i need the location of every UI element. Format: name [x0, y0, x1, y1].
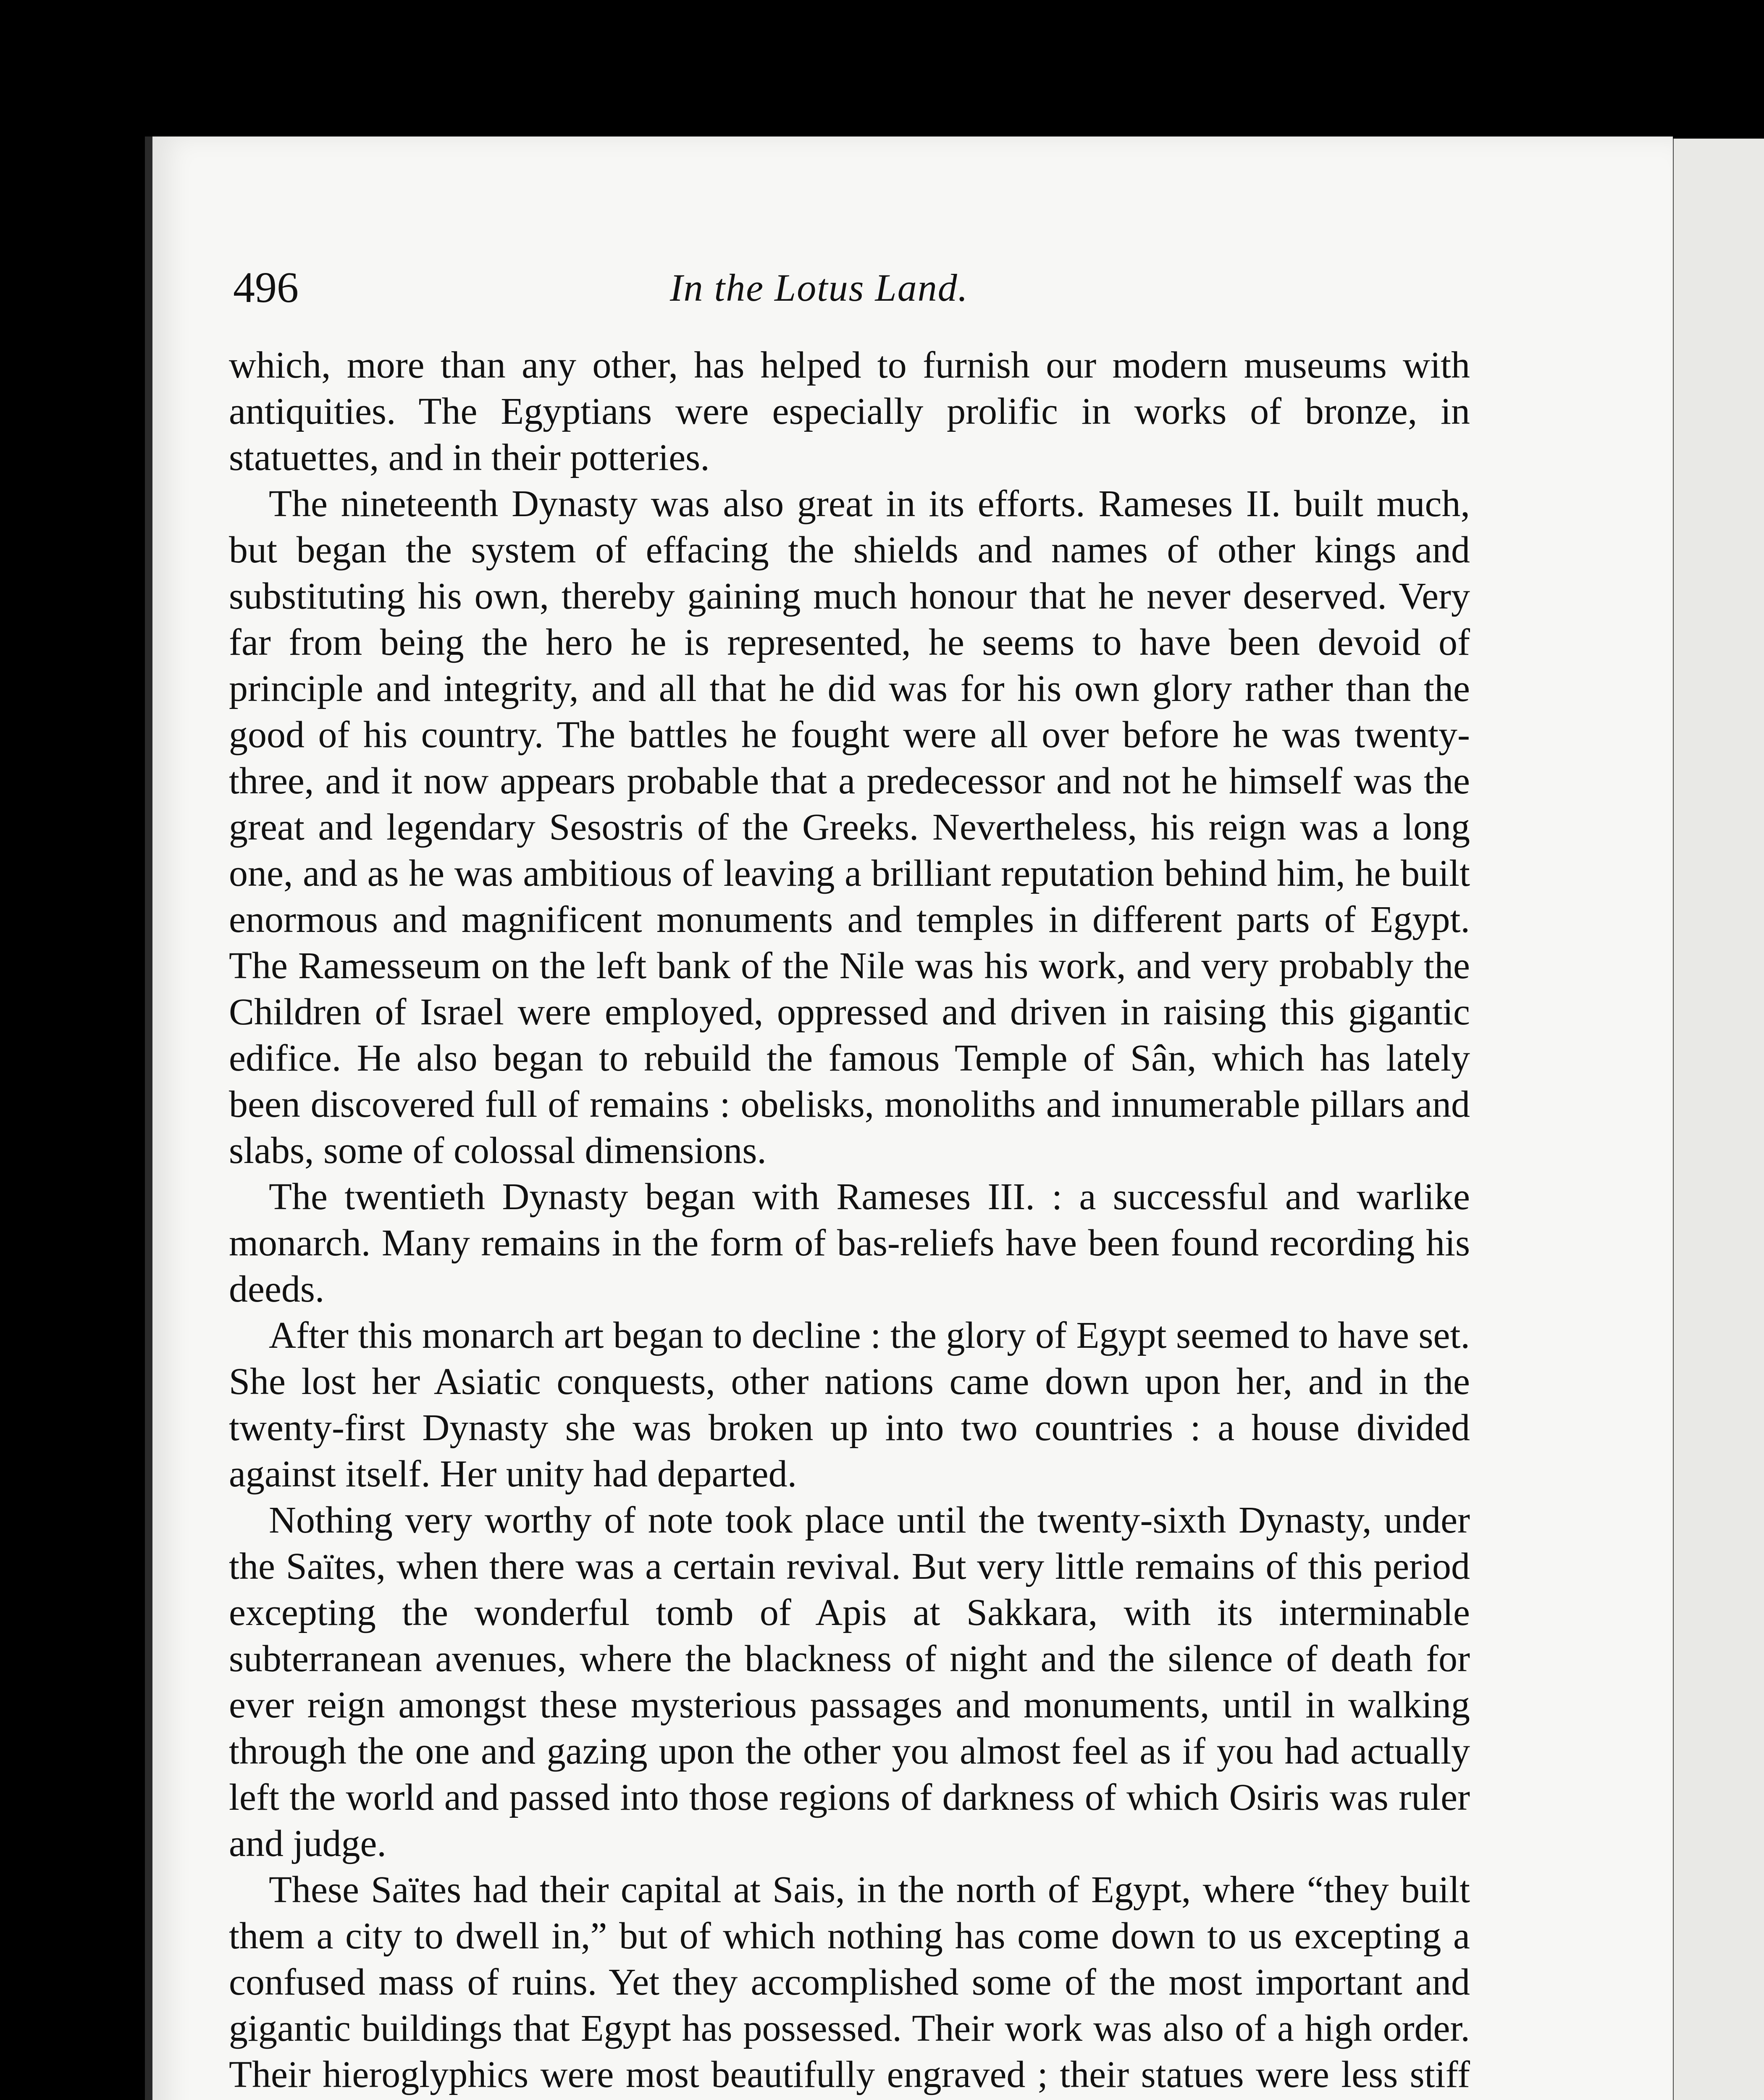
paragraph: These Saïtes had their capital at Sais, in the north of Egypt, where “they built them a city to dwell in,” but of which nothing has come down to us excepting a confused mass of ruins. Yet they accomplished some of the most important and gigantic buildings that Egypt has possessed. Their work was also of a high order. Their hieroglyphics were most beautifully engraved ; their statues were less stiff [229, 1869, 1470, 2095]
running-head [233, 258, 1493, 317]
body-text [229, 342, 1470, 2100]
paragraph: The twentieth Dynasty began with Rameses III. : a successful and warlike monarch. Many remains in the form of bas-reliefs have been found recording his deeds. [229, 1176, 1470, 1310]
paragraph: Nothing very worthy of note took place until the twenty-sixth Dynasty, under the Saïtes, when there was a certain revival. But very little remains of this period excepting the wonderful tomb of Apis at Sakkara, with its interminable subterranean avenues, where the blackness of night and the silence of death for ever reign amongst these mysterious passages and monuments, until in walking through the one and gazing upon the other you almost feel as if you had actually left the world and passed into those regions of darkness of which Osiris was ruler and judge. [229, 1499, 1470, 1864]
paragraph: After this monarch art began to decline : the glory of Egypt seemed to have set. She lost her Asiatic conquests, other nations came down upon her, and in the twenty-first Dynasty she was broken up into two countries : a house divided against itself. Her unity had departed. [229, 1315, 1470, 1495]
page-number: 496 [233, 263, 299, 312]
running-title: In the Lotus Land. [670, 266, 969, 309]
paragraph: The nineteenth Dynasty was also great in its efforts. Rameses II. built much, but began the system of effacing the shields and names of other kings and substituting his own, thereby gaining much honour that he never deserved. Very far from being the hero he is represented, he seems to have been devoid of principle and integrity, and all that he did was for his own glory rather than the good of his country. The battles he fought were all over before he was twenty-three, and it now appears probable that a predecessor and not he himself was the great and legendary Sesostris of the Greeks. Nevertheless, his reign was a long one, and as he was ambitious of leaving a brilliant reputation behind him, he built enormous and magnificent monuments and temples in different parts of Egypt. The Ramesseum on the left bank of the Nile was his work, and very probably the Children of Israel were employed, oppressed and driven in raising this gigantic edifice. He also began to rebuild the famous Temple of Sân, which has lately been discovered full of remains : obelisks, monoliths and innumerable pillars and slabs, some of colossal dimensions. [229, 483, 1470, 1171]
paragraph: which, more than any other, has helped to furnish our modern museums with antiquities. The Egyptians were especially prolific in works of bronze, in statuettes, and in their potteries. [229, 344, 1470, 478]
facing-page-edge [1674, 139, 1764, 2100]
